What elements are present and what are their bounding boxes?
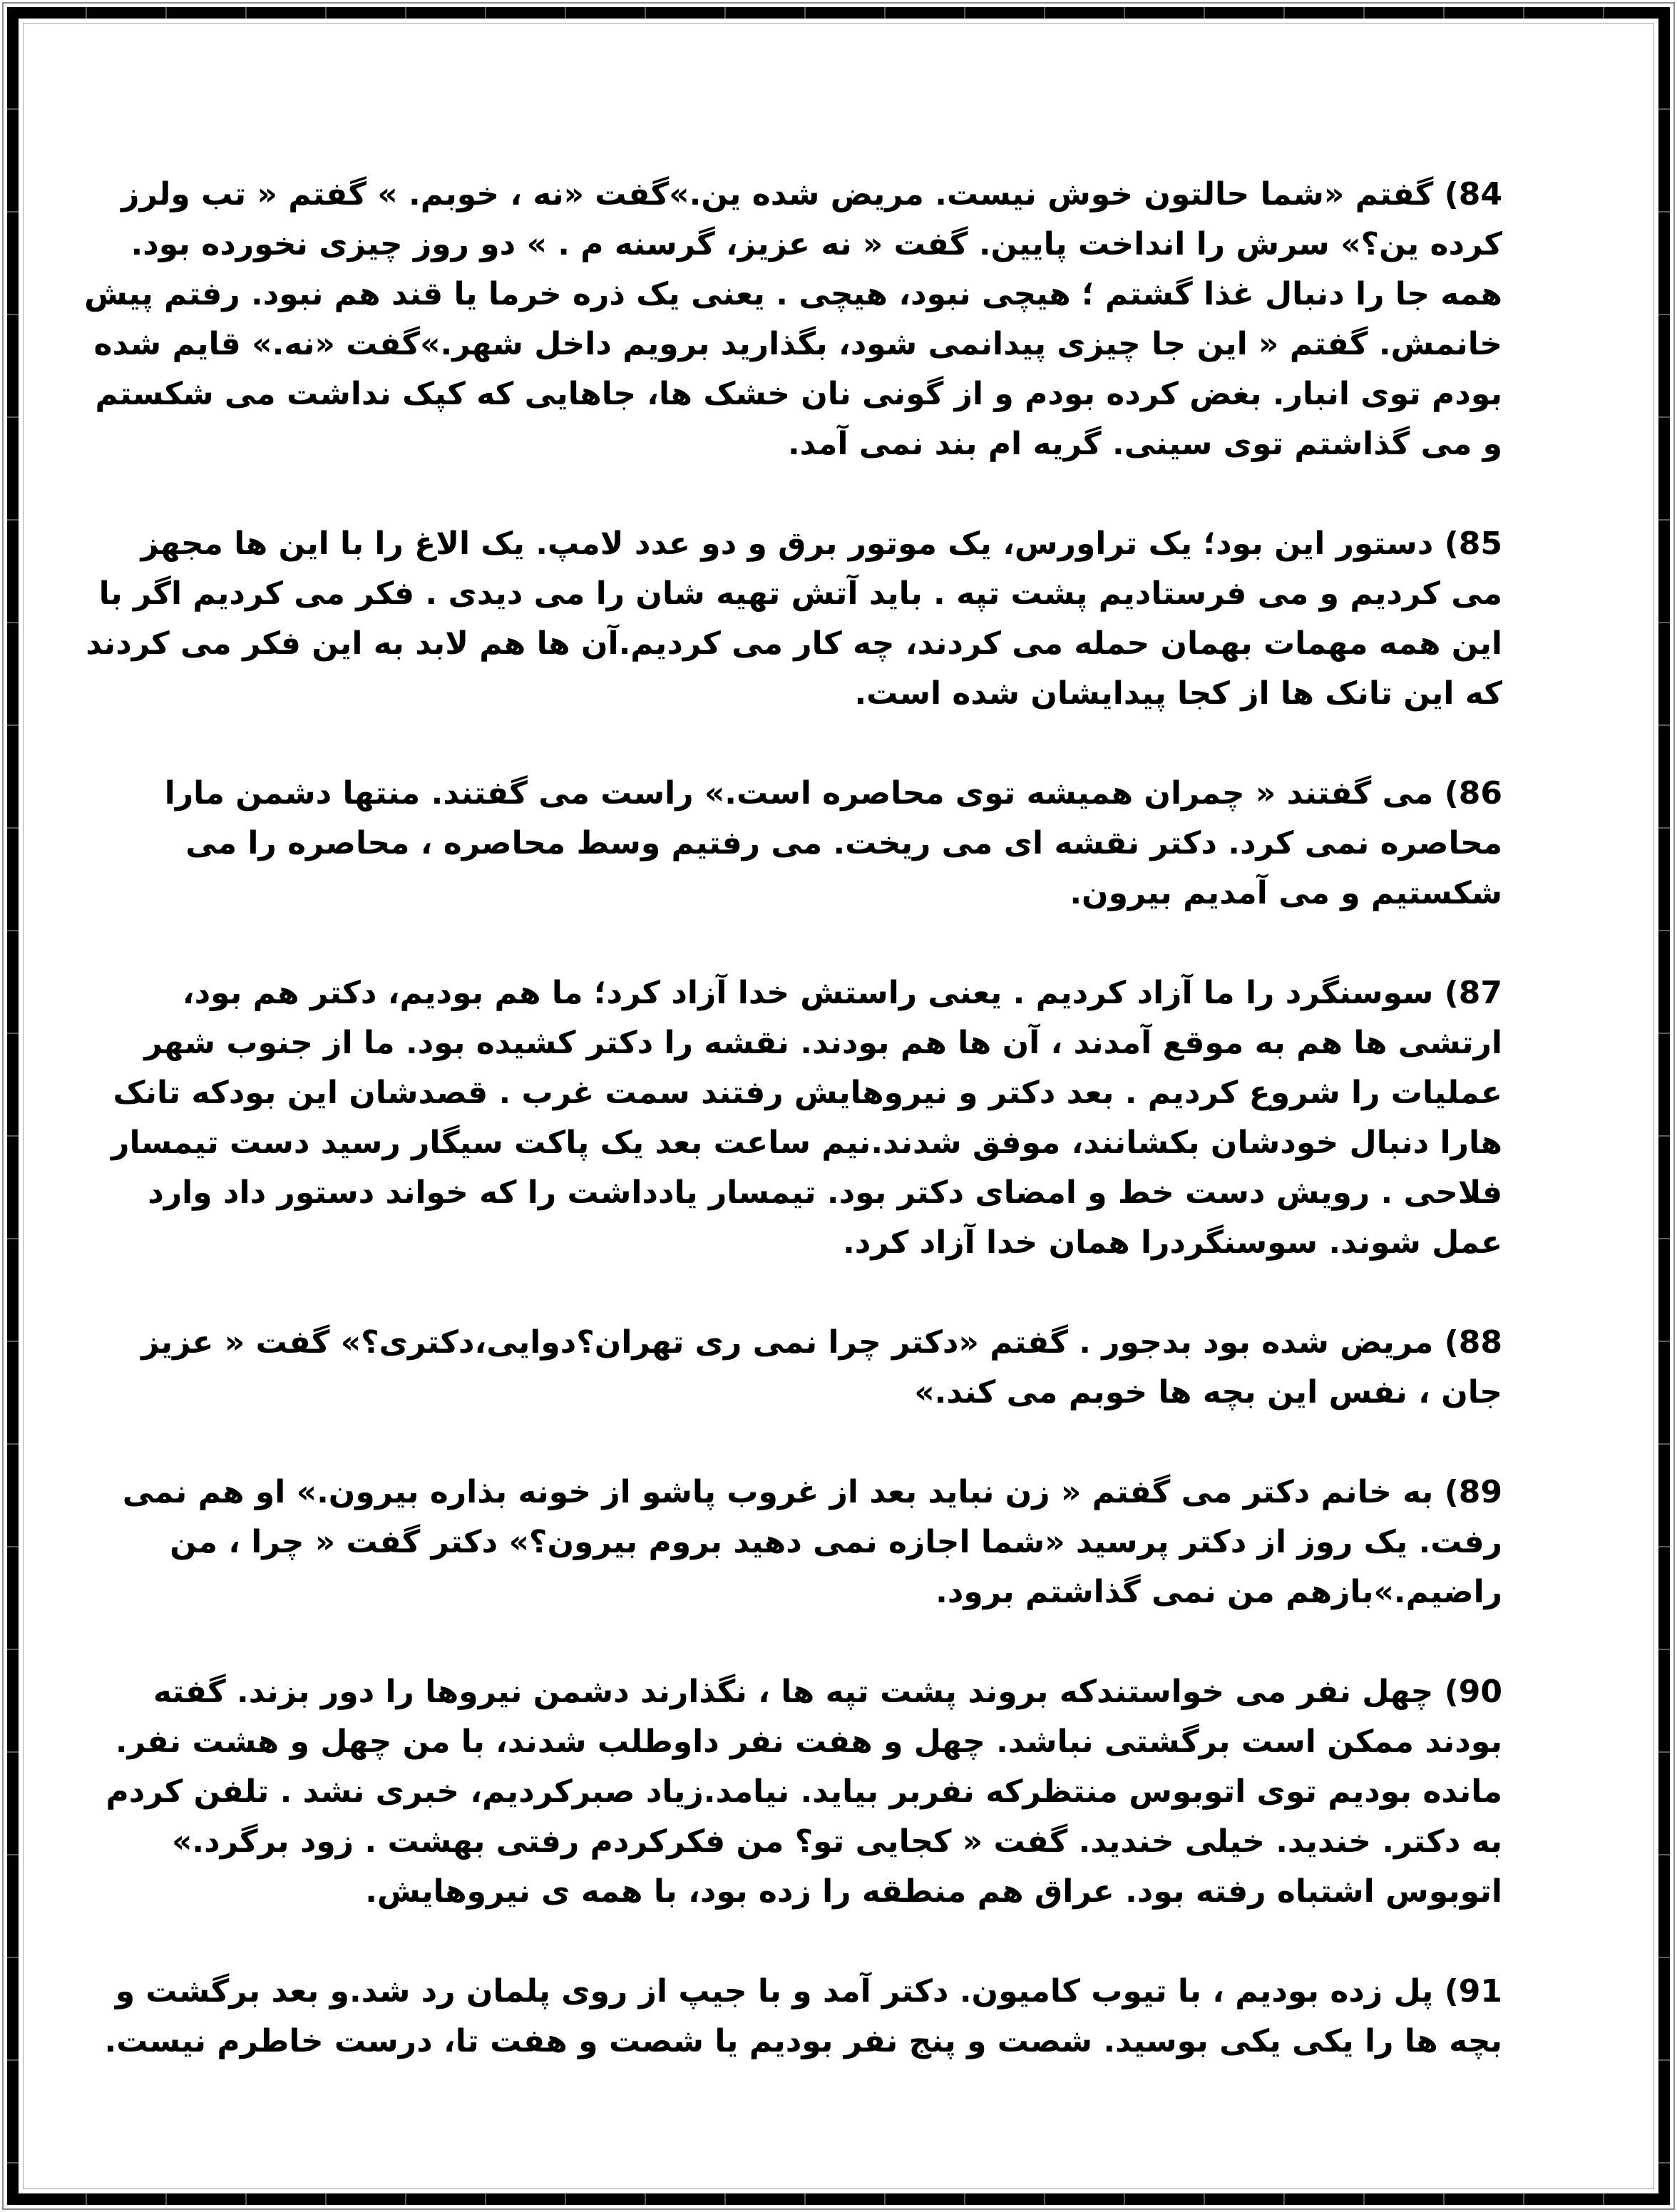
paragraph-88: 88) مریض شده بود بدجور . گفتم «دکتر چرا نمی ری تهران؟دوایی،دکتری؟» گفت « عزیز جان ، نفس این بچه ها خوبم می کند.» xyxy=(141,1324,1502,1410)
page-text-block xyxy=(82,170,1502,2116)
paragraph-89: 89) به خانم دکتر می گفتم « زن نباید بعد از غروب پاشو از خونه بذاره بیرون.» او هم نمی رفت. یک روز از دکتر پرسید «شما اجازه نمی دهید بروم بیرون؟» دکتر گفت « چرا ، من راضیم.»بازهم من نمی گذاشتم برود. xyxy=(122,1474,1502,1610)
page-border-band-bottom xyxy=(7,2193,1670,2205)
paragraph-90: 90) چهل نفر می خواستندکه بروند پشت تپه ها ، نگذارند دشمن نیروها را دور بزند. گفته بودند ممکن است برگشتی نباشد. چهل و هفت نفر داوطلب شدند، با من چهل و هشت نفر. مانده بودیم توی اتوبوس منتظرکه نفربر بیاید. نیامد.زیاد صبرکردیم، خبری نشد . تلفن کردم به دکتر. خندید. خیلی خندید. گفت « کجایی تو؟ من فکرکردم رفتی بهشت . زود برگرد.» اتوبوس اشتباه رفته بود. عراق هم منطقه را زده بود، با همه ی نیروهایش. xyxy=(106,1674,1502,1910)
paragraph-85: 85) دستور این بود؛ یک تراورس، یک موتور برق و دو عدد لامپ. یک الاغ را با این ها مجهز می کردیم و می فرستادیم پشت تپه . باید آتش تهیه شان را می دیدی . فکر می کردیم اگر با این همه مهمات بهمان حمله می کردند، چه کار می کردیم.آن ها هم لابد به این فکر می کردند که این تانک ها از کجا پیدایشان شده است. xyxy=(86,526,1502,712)
paragraph-87: 87) سوسنگرد را ما آزاد کردیم . یعنی راستش خدا آزاد کرد؛ ما هم بودیم، دکتر هم بود، ارتشی ها هم به موقع آمدند ، آن ها هم بودند. نقشه را دکتر کشیده بود. ما از جنوب شهر عملیات را شروع کردیم . بعد دکتر و نیروهایش رفتند سمت غرب . قصدشان این بودکه تانک هارا دنبال خودشان بکشانند، موفق شدند.نیم ساعت بعد یک پاکت سیگار رسید دست تیمسار فلاحی . رویش دست خط و امضای دکتر بود. تیمسار یادداشت را که خواند دستور داد وارد عمل شوند. سوسنگردرا همان خدا آزاد کرد. xyxy=(111,975,1502,1261)
page-border-band-right xyxy=(1658,7,1670,2205)
page-border-band-left xyxy=(7,7,19,2205)
page-border-band-top xyxy=(7,7,1670,19)
paragraph-91: 91) پل زده بودیم ، با تیوب کامیون. دکتر آمد و با جیپ از روی پلمان رد شد.و بعد برگشت و بچه ها را یکی یکی بوسید. شصت و پنج نفر بودیم یا شصت و هفت تا، درست خاطرم نیست. xyxy=(104,1973,1502,2059)
paragraph-84: 84) گفتم «شما حالتون خوش نیست. مریض شده ین.»گفت «نه ، خوبم. » گفتم « تب ولرز کرده ین؟» سرش را انداخت پایین. گفت « نه عزیز، گرسنه م . » دو روز چیزی نخورده بود. همه جا را دنبال غذا گشتم ؛ هیچی نبود، هیچی . یعنی یک ذره خرما یا قند هم نبود. رفتم پیش خانمش. گفتم « این جا چیزی پیدانمی شود، بگذارید برویم داخل شهر.»گفت «نه.» قایم شده بودم توی انبار. بغض کرده بودم و از گونی نان خشک ها، جاهایی که کپک نداشت می شکستم و می گذاشتم توی سینی. گریه ام بند نمی آمد. xyxy=(84,176,1502,462)
paragraph-86: 86) می گفتند « چمران همیشه توی محاصره است.» راست می گفتند. منتها دشمن مارا محاصره نمی کرد. دکتر نقشه ای می ریخت. می رفتیم وسط محاصره ، محاصره را می شکستیم و می آمدیم بیرون. xyxy=(164,775,1502,911)
